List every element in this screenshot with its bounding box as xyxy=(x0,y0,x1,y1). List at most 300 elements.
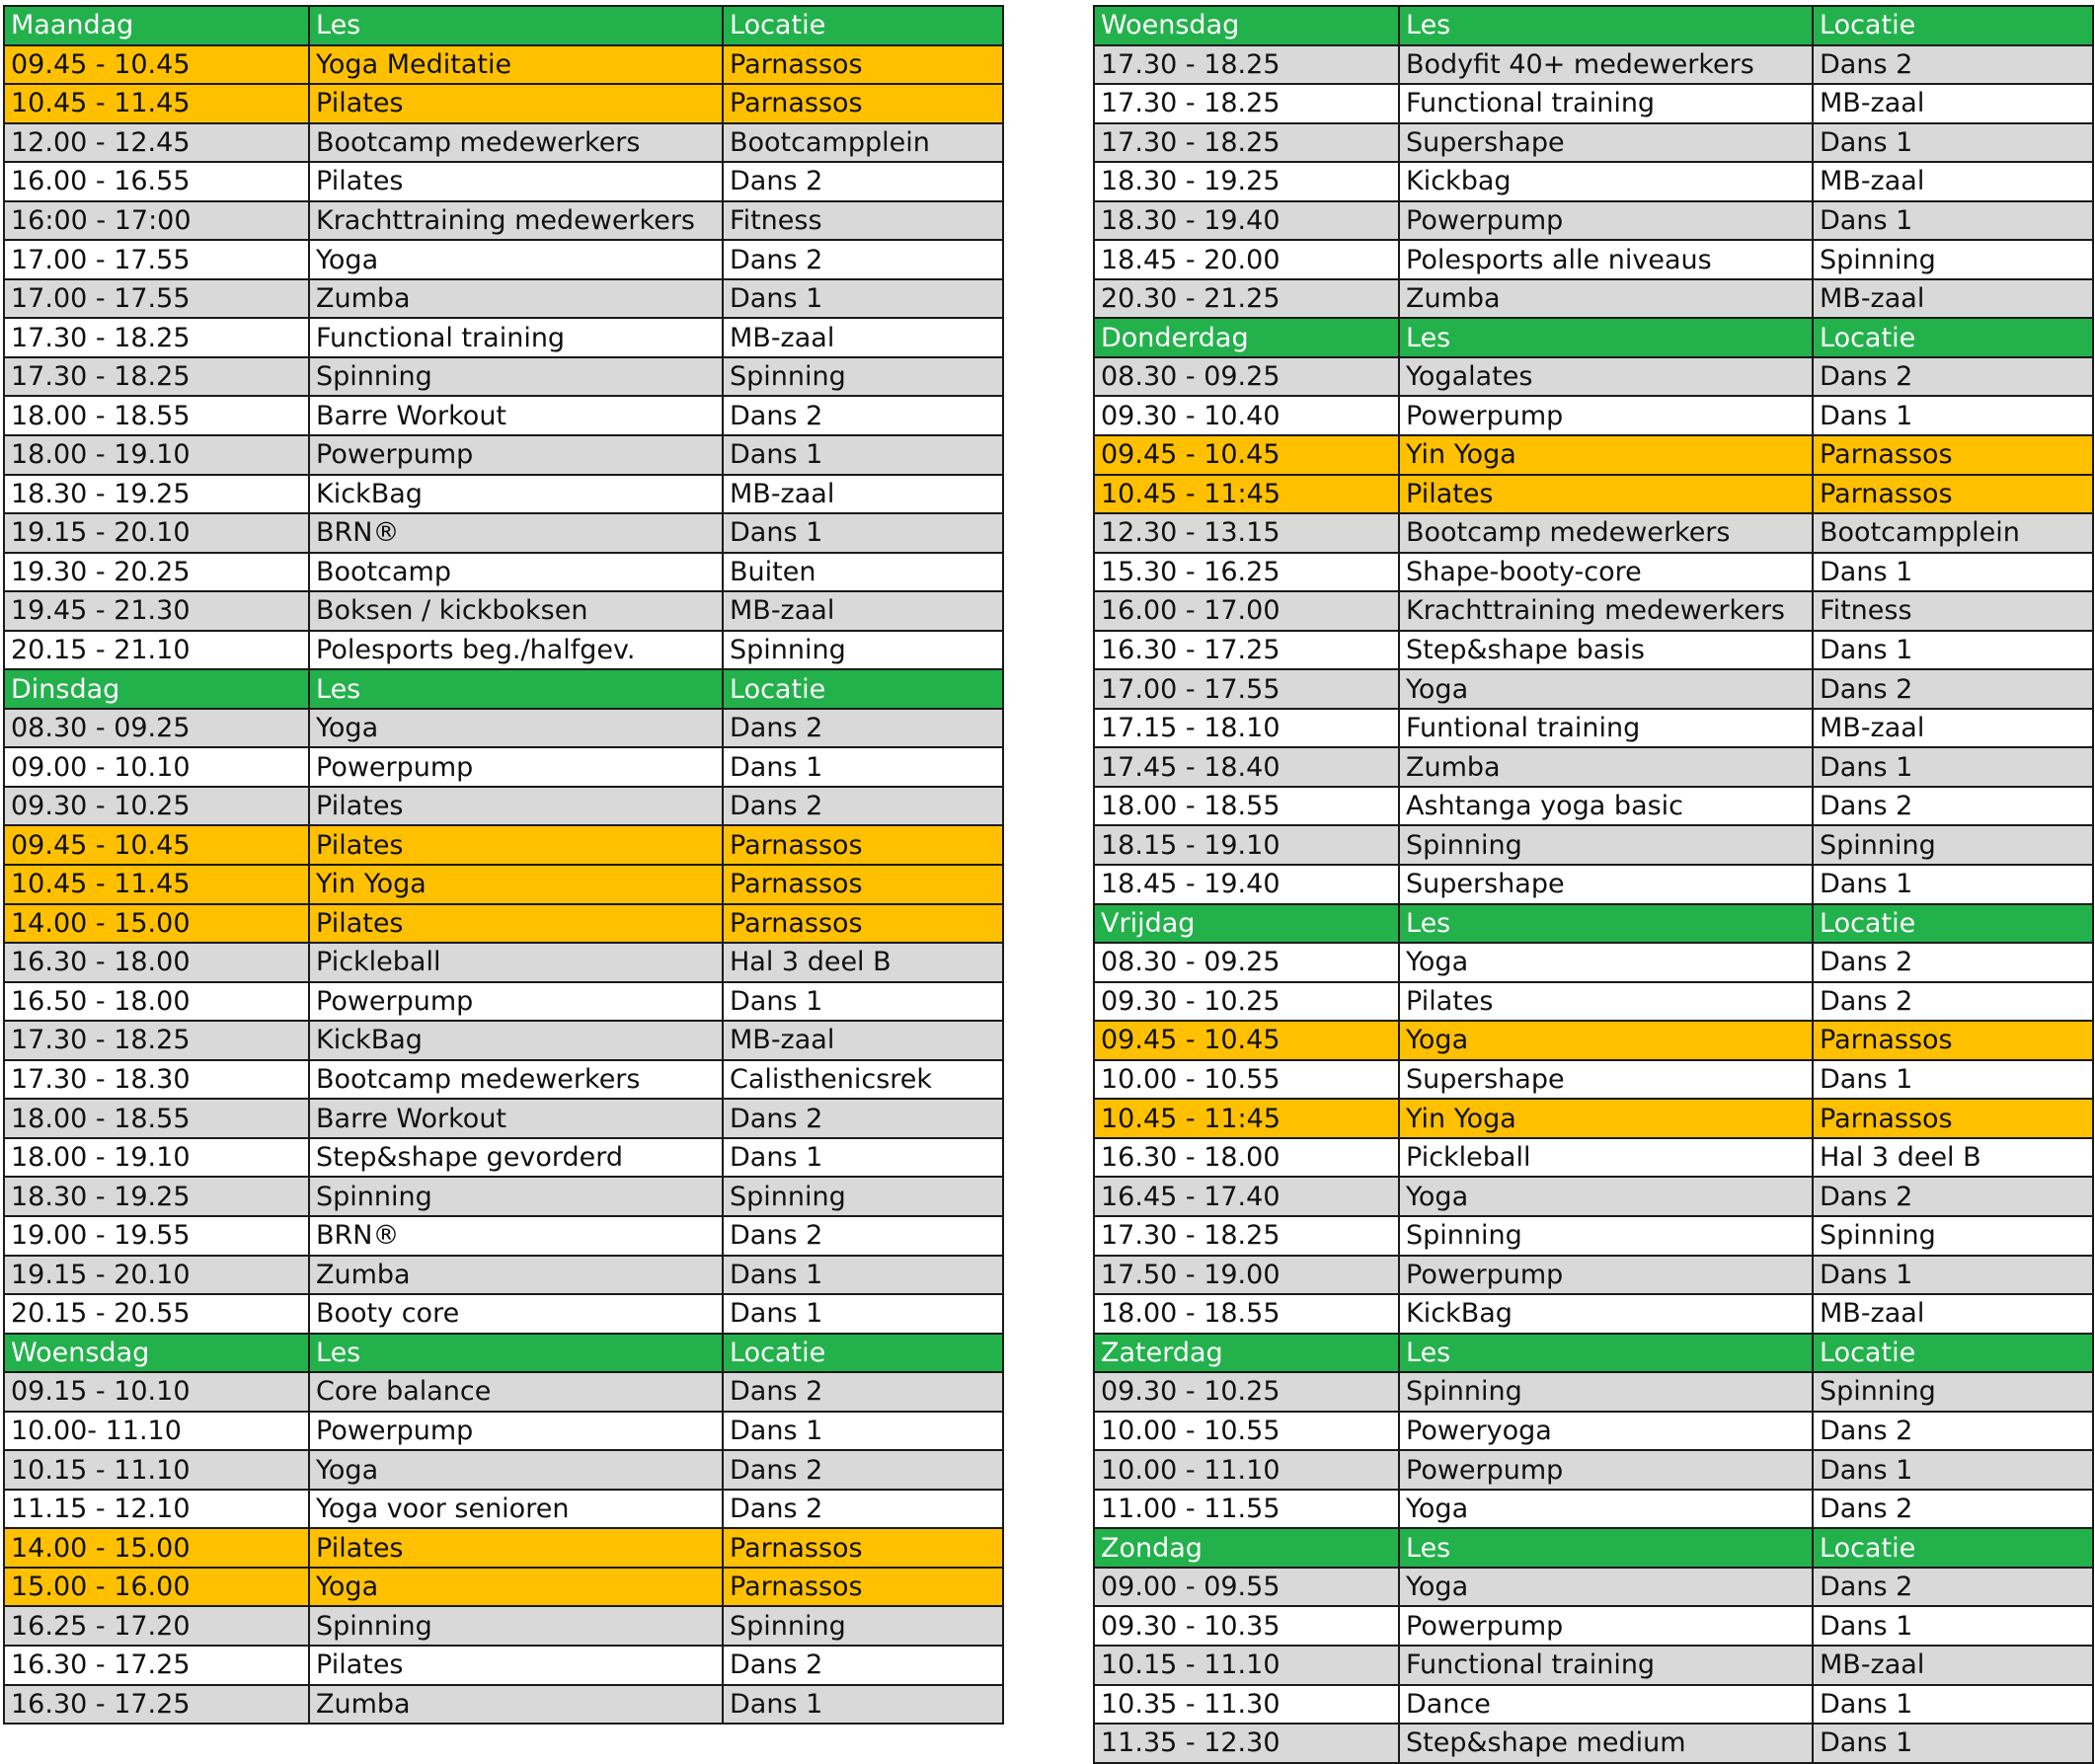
class-location: MB-zaal xyxy=(1813,1294,2093,1334)
class-location: Dans 1 xyxy=(1813,201,2093,241)
class-time: 16.45 - 17.40 xyxy=(1094,1177,1399,1216)
class-time: 09.45 - 10.45 xyxy=(1094,435,1399,475)
class-name: Spinning xyxy=(1399,1216,1813,1256)
class-time: 10.15 - 11.10 xyxy=(4,1450,309,1490)
class-time: 17.30 - 18.25 xyxy=(4,318,309,357)
class-row xyxy=(4,84,1003,123)
class-time: 09.30 - 10.40 xyxy=(1094,396,1399,435)
column-header-les: Les xyxy=(1399,904,1813,944)
class-time: 09.00 - 09.55 xyxy=(1094,1568,1399,1607)
class-location: Dans 1 xyxy=(1813,1724,2093,1763)
class-row xyxy=(4,943,1003,982)
class-name: Ashtanga yoga basic xyxy=(1399,787,1813,826)
class-row xyxy=(1094,1646,2093,1685)
class-row xyxy=(4,709,1003,748)
class-row xyxy=(4,865,1003,904)
class-time: 16.50 - 18.00 xyxy=(4,982,309,1022)
class-time: 10.35 - 11.30 xyxy=(1094,1685,1399,1725)
class-row xyxy=(4,1606,1003,1646)
class-location: Parnassos xyxy=(723,865,1003,904)
class-row xyxy=(1094,84,2093,123)
class-row xyxy=(1094,1216,2093,1256)
class-row xyxy=(1094,709,2093,748)
class-row xyxy=(1094,240,2093,279)
class-row xyxy=(4,1685,1003,1725)
class-time: 16.30 - 18.00 xyxy=(1094,1138,1399,1178)
schedule-body-right xyxy=(1094,6,2093,1763)
class-time: 20.15 - 21.10 xyxy=(4,631,309,670)
class-location: Dans 2 xyxy=(723,162,1003,201)
class-name: Bootcamp medewerkers xyxy=(1399,513,1813,553)
class-name: Zumba xyxy=(309,1256,723,1295)
class-location: Parnassos xyxy=(723,45,1003,85)
class-name: KickBag xyxy=(309,1021,723,1060)
class-location: Dans 2 xyxy=(1813,982,2093,1022)
column-header-les: Les xyxy=(1399,1334,1813,1373)
class-time: 18.00 - 18.55 xyxy=(1094,1294,1399,1334)
class-name: Powerpump xyxy=(309,747,723,787)
class-time: 18.30 - 19.25 xyxy=(1094,162,1399,201)
class-location: Dans 1 xyxy=(723,1412,1003,1451)
class-time: 17.00 - 17.55 xyxy=(1094,669,1399,709)
class-time: 19.30 - 20.25 xyxy=(4,553,309,592)
class-location: Dans 2 xyxy=(1813,1490,2093,1529)
class-location: Dans 1 xyxy=(1813,631,2093,670)
column-header-locatie: Locatie xyxy=(1813,318,2093,357)
class-row xyxy=(4,1490,1003,1529)
class-name: Yoga xyxy=(309,1450,723,1490)
class-location: Dans 1 xyxy=(723,435,1003,475)
class-row xyxy=(4,318,1003,357)
class-time: 10.45 - 11:45 xyxy=(1094,1099,1399,1138)
class-name: Yoga xyxy=(1399,1490,1813,1529)
column-header-locatie: Locatie xyxy=(1813,6,2093,45)
class-name: Zumba xyxy=(309,279,723,319)
class-name: Functional training xyxy=(1399,84,1813,123)
class-name: Bootcamp xyxy=(309,553,723,592)
class-row xyxy=(1094,1450,2093,1490)
class-time: 08.30 - 09.25 xyxy=(4,709,309,748)
class-location: Dans 1 xyxy=(1813,747,2093,787)
class-name: Functional training xyxy=(309,318,723,357)
class-name: Shape-booty-core xyxy=(1399,553,1813,592)
class-name: Core balance xyxy=(309,1372,723,1412)
class-name: Polesports alle niveaus xyxy=(1399,240,1813,279)
class-location: Parnassos xyxy=(1813,475,2093,514)
schedule-table-left xyxy=(3,5,1004,1725)
class-name: Step&shape medium xyxy=(1399,1724,1813,1763)
class-name: Powerpump xyxy=(1399,396,1813,435)
class-location: Parnassos xyxy=(1813,435,2093,475)
class-name: Funtional training xyxy=(1399,709,1813,748)
class-location: Spinning xyxy=(723,357,1003,397)
class-name: Yoga xyxy=(1399,1177,1813,1216)
class-name: Krachttraining medewerkers xyxy=(1399,591,1813,631)
day-name: Woensdag xyxy=(1094,6,1399,45)
class-time: 15.00 - 16.00 xyxy=(4,1568,309,1607)
class-row xyxy=(4,123,1003,163)
class-time: 09.00 - 10.10 xyxy=(4,747,309,787)
class-location: MB-zaal xyxy=(1813,709,2093,748)
class-row xyxy=(1094,865,2093,904)
class-name: Barre Workout xyxy=(309,396,723,435)
class-name: Yoga xyxy=(309,240,723,279)
class-location: Hal 3 deel B xyxy=(1813,1138,2093,1178)
column-header-locatie: Locatie xyxy=(1813,1528,2093,1568)
class-row xyxy=(1094,982,2093,1022)
class-name: Powerpump xyxy=(309,1412,723,1451)
class-time: 20.15 - 20.55 xyxy=(4,1294,309,1334)
class-time: 10.00 - 10.55 xyxy=(1094,1412,1399,1451)
class-name: Yin Yoga xyxy=(1399,1099,1813,1138)
column-header-les: Les xyxy=(309,1334,723,1373)
class-location: Dans 2 xyxy=(723,1372,1003,1412)
class-row xyxy=(4,1450,1003,1490)
class-row xyxy=(4,1099,1003,1138)
class-location: Bootcampplein xyxy=(1813,513,2093,553)
class-name: Poweryoga xyxy=(1399,1412,1813,1451)
class-name: BRN® xyxy=(309,513,723,553)
class-row xyxy=(1094,279,2093,319)
class-location: Fitness xyxy=(1813,591,2093,631)
class-time: 16.30 - 17.25 xyxy=(4,1646,309,1685)
class-location: Dans 2 xyxy=(1813,943,2093,982)
class-location: Spinning xyxy=(1813,825,2093,865)
class-location: Dans 1 xyxy=(1813,553,2093,592)
class-time: 16.25 - 17.20 xyxy=(4,1606,309,1646)
class-location: Parnassos xyxy=(723,84,1003,123)
class-row xyxy=(1094,1606,2093,1646)
class-location: MB-zaal xyxy=(723,475,1003,514)
class-row xyxy=(4,475,1003,514)
class-name: Yoga xyxy=(309,1568,723,1607)
class-location: Dans 2 xyxy=(1813,1177,2093,1216)
class-row xyxy=(4,1528,1003,1568)
class-row xyxy=(1094,943,2093,982)
class-row xyxy=(1094,553,2093,592)
class-location: MB-zaal xyxy=(1813,1646,2093,1685)
class-location: Dans 2 xyxy=(723,1490,1003,1529)
class-location: Spinning xyxy=(1813,1372,2093,1412)
class-row xyxy=(1094,591,2093,631)
class-time: 19.15 - 20.10 xyxy=(4,513,309,553)
class-name: Zumba xyxy=(1399,279,1813,319)
class-name: Powerpump xyxy=(309,435,723,475)
class-time: 17.00 - 17.55 xyxy=(4,240,309,279)
class-name: Zumba xyxy=(309,1685,723,1725)
class-name: Powerpump xyxy=(1399,1256,1813,1295)
day-name: Maandag xyxy=(4,6,309,45)
class-name: Booty core xyxy=(309,1294,723,1334)
class-time: 09.45 - 10.45 xyxy=(4,45,309,85)
class-row xyxy=(4,396,1003,435)
class-row xyxy=(4,1294,1003,1334)
class-location: Buiten xyxy=(723,553,1003,592)
class-location: Dans 1 xyxy=(1813,1256,2093,1295)
class-row xyxy=(1094,787,2093,826)
class-name: Bootcamp medewerkers xyxy=(309,123,723,163)
class-name: Spinning xyxy=(309,357,723,397)
column-header-locatie: Locatie xyxy=(723,1334,1003,1373)
class-location: MB-zaal xyxy=(1813,162,2093,201)
class-row xyxy=(4,787,1003,826)
column-header-les: Les xyxy=(1399,318,1813,357)
class-time: 09.30 - 10.25 xyxy=(4,787,309,826)
class-location: Dans 2 xyxy=(1813,1412,2093,1451)
class-name: Yoga voor senioren xyxy=(309,1490,723,1529)
class-location: Dans 1 xyxy=(723,513,1003,553)
class-time: 17.00 - 17.55 xyxy=(4,279,309,319)
class-row xyxy=(4,982,1003,1022)
class-location: Parnassos xyxy=(1813,1099,2093,1138)
class-time: 09.30 - 10.35 xyxy=(1094,1606,1399,1646)
class-name: Spinning xyxy=(309,1177,723,1216)
class-location: Calisthenicsrek xyxy=(723,1060,1003,1100)
class-row xyxy=(1094,1372,2093,1412)
class-time: 18.00 - 19.10 xyxy=(4,435,309,475)
day-header-row xyxy=(1094,6,2093,45)
class-time: 10.00- 11.10 xyxy=(4,1412,309,1451)
class-time: 18.00 - 18.55 xyxy=(1094,787,1399,826)
class-location: Spinning xyxy=(723,1606,1003,1646)
class-time: 16.00 - 17.00 xyxy=(1094,591,1399,631)
class-row xyxy=(1094,1685,2093,1725)
class-location: Dans 1 xyxy=(1813,1450,2093,1490)
class-name: Step&shape basis xyxy=(1399,631,1813,670)
class-time: 16.00 - 16.55 xyxy=(4,162,309,201)
class-row xyxy=(4,631,1003,670)
class-time: 15.30 - 16.25 xyxy=(1094,553,1399,592)
class-location: Dans 1 xyxy=(723,747,1003,787)
class-time: 12.30 - 13.15 xyxy=(1094,513,1399,553)
class-name: Pilates xyxy=(309,825,723,865)
class-row xyxy=(4,1138,1003,1178)
class-time: 08.30 - 09.25 xyxy=(1094,357,1399,397)
class-name: Spinning xyxy=(1399,825,1813,865)
class-row xyxy=(4,1177,1003,1216)
class-location: Spinning xyxy=(1813,240,2093,279)
class-location: Spinning xyxy=(1813,1216,2093,1256)
class-name: Boksen / kickboksen xyxy=(309,591,723,631)
class-location: Dans 2 xyxy=(723,396,1003,435)
class-location: Dans 1 xyxy=(1813,1606,2093,1646)
class-row xyxy=(1094,669,2093,709)
class-location: MB-zaal xyxy=(723,1021,1003,1060)
schedule-table-right xyxy=(1093,5,2094,1764)
class-location: Parnassos xyxy=(723,904,1003,944)
class-row xyxy=(1094,162,2093,201)
class-name: Functional training xyxy=(1399,1646,1813,1685)
class-name: Pilates xyxy=(309,787,723,826)
class-location: Dans 2 xyxy=(723,1450,1003,1490)
class-row xyxy=(1094,1256,2093,1295)
class-row xyxy=(1094,1099,2093,1138)
class-row xyxy=(1094,747,2093,787)
class-time: 19.00 - 19.55 xyxy=(4,1216,309,1256)
class-time: 17.30 - 18.25 xyxy=(4,357,309,397)
class-name: Yin Yoga xyxy=(1399,435,1813,475)
day-header-row xyxy=(1094,904,2093,944)
column-header-les: Les xyxy=(1399,1528,1813,1568)
class-time: 10.45 - 11:45 xyxy=(1094,475,1399,514)
class-row xyxy=(1094,1568,2093,1607)
class-name: Step&shape gevorderd xyxy=(309,1138,723,1178)
day-name: Vrijdag xyxy=(1094,904,1399,944)
class-time: 18.45 - 20.00 xyxy=(1094,240,1399,279)
class-row xyxy=(4,747,1003,787)
class-name: Kickbag xyxy=(1399,162,1813,201)
class-time: 10.00 - 11.10 xyxy=(1094,1450,1399,1490)
class-location: Dans 1 xyxy=(1813,123,2093,163)
class-row xyxy=(4,825,1003,865)
class-location: Parnassos xyxy=(723,825,1003,865)
class-name: Spinning xyxy=(309,1606,723,1646)
day-name: Dinsdag xyxy=(4,669,309,709)
class-row xyxy=(4,553,1003,592)
class-name: Yogalates xyxy=(1399,357,1813,397)
class-location: Spinning xyxy=(723,631,1003,670)
day-header-row xyxy=(4,6,1003,45)
class-name: Supershape xyxy=(1399,1060,1813,1100)
class-location: MB-zaal xyxy=(1813,279,2093,319)
class-name: Yin Yoga xyxy=(309,865,723,904)
class-time: 17.30 - 18.25 xyxy=(1094,1216,1399,1256)
class-time: 19.15 - 20.10 xyxy=(4,1256,309,1295)
class-time: 17.30 - 18.25 xyxy=(1094,45,1399,85)
class-time: 18.00 - 19.10 xyxy=(4,1138,309,1178)
class-location: Dans 1 xyxy=(1813,865,2093,904)
class-time: 14.00 - 15.00 xyxy=(4,904,309,944)
class-name: Polesports beg./halfgev. xyxy=(309,631,723,670)
class-time: 09.30 - 10.25 xyxy=(1094,1372,1399,1412)
class-name: Powerpump xyxy=(1399,201,1813,241)
class-name: Pilates xyxy=(1399,982,1813,1022)
column-header-locatie: Locatie xyxy=(723,6,1003,45)
class-location: MB-zaal xyxy=(1813,84,2093,123)
class-time: 17.30 - 18.25 xyxy=(4,1021,309,1060)
column-header-locatie: Locatie xyxy=(1813,1334,2093,1373)
class-row xyxy=(4,357,1003,397)
class-row xyxy=(4,1216,1003,1256)
class-location: MB-zaal xyxy=(723,591,1003,631)
class-name: Yoga Meditatie xyxy=(309,45,723,85)
class-time: 17.15 - 18.10 xyxy=(1094,709,1399,748)
class-time: 09.45 - 10.45 xyxy=(1094,1021,1399,1060)
day-header-row xyxy=(1094,318,2093,357)
class-time: 18.00 - 18.55 xyxy=(4,1099,309,1138)
class-row xyxy=(4,1060,1003,1100)
class-row xyxy=(1094,1177,2093,1216)
class-location: Dans 1 xyxy=(723,982,1003,1022)
class-location: Dans 2 xyxy=(1813,45,2093,85)
class-row xyxy=(1094,1021,2093,1060)
class-location: Dans 1 xyxy=(723,1138,1003,1178)
class-row xyxy=(1094,1490,2093,1529)
class-name: Pilates xyxy=(309,1646,723,1685)
class-time: 17.30 - 18.25 xyxy=(1094,123,1399,163)
class-time: 10.45 - 11.45 xyxy=(4,84,309,123)
class-time: 14.00 - 15.00 xyxy=(4,1528,309,1568)
class-time: 09.30 - 10.25 xyxy=(1094,982,1399,1022)
class-name: Yoga xyxy=(1399,1021,1813,1060)
day-header-row xyxy=(4,1334,1003,1373)
class-time: 18.00 - 18.55 xyxy=(4,396,309,435)
class-name: Zumba xyxy=(1399,747,1813,787)
class-row xyxy=(1094,631,2093,670)
day-header-row xyxy=(1094,1528,2093,1568)
class-row xyxy=(4,1568,1003,1607)
class-location: Dans 2 xyxy=(723,709,1003,748)
class-time: 18.30 - 19.25 xyxy=(4,475,309,514)
class-name: Bootcamp medewerkers xyxy=(309,1060,723,1100)
class-location: Parnassos xyxy=(723,1528,1003,1568)
class-name: Pilates xyxy=(309,84,723,123)
class-row xyxy=(1094,1138,2093,1178)
class-name: KickBag xyxy=(1399,1294,1813,1334)
class-name: Pilates xyxy=(309,162,723,201)
class-location: Dans 2 xyxy=(723,240,1003,279)
class-row xyxy=(1094,475,2093,514)
class-name: Yoga xyxy=(1399,669,1813,709)
class-row xyxy=(4,240,1003,279)
class-location: Dans 1 xyxy=(1813,1685,2093,1725)
class-time: 09.45 - 10.45 xyxy=(4,825,309,865)
class-row xyxy=(4,1372,1003,1412)
class-time: 16.30 - 17.25 xyxy=(1094,631,1399,670)
class-location: Dans 2 xyxy=(1813,1568,2093,1607)
class-location: Dans 2 xyxy=(723,1216,1003,1256)
class-name: Barre Workout xyxy=(309,1099,723,1138)
class-location: Dans 2 xyxy=(723,1646,1003,1685)
class-location: Dans 2 xyxy=(723,1099,1003,1138)
class-time: 18.15 - 19.10 xyxy=(1094,825,1399,865)
class-time: 11.15 - 12.10 xyxy=(4,1490,309,1529)
class-time: 17.50 - 19.00 xyxy=(1094,1256,1399,1295)
class-time: 10.15 - 11.10 xyxy=(1094,1646,1399,1685)
class-time: 10.45 - 11.45 xyxy=(4,865,309,904)
class-row xyxy=(1094,396,2093,435)
class-row xyxy=(1094,45,2093,85)
class-row xyxy=(1094,435,2093,475)
class-name: Yoga xyxy=(1399,943,1813,982)
class-row xyxy=(4,513,1003,553)
class-location: Hal 3 deel B xyxy=(723,943,1003,982)
class-row xyxy=(1094,1294,2093,1334)
class-name: Pilates xyxy=(309,904,723,944)
class-name: Krachttraining medewerkers xyxy=(309,201,723,241)
class-location: Dans 2 xyxy=(1813,669,2093,709)
class-time: 18.30 - 19.25 xyxy=(4,1177,309,1216)
class-location: Dans 1 xyxy=(723,1294,1003,1334)
class-time: 19.45 - 21.30 xyxy=(4,591,309,631)
class-row xyxy=(1094,1412,2093,1451)
class-row xyxy=(1094,1060,2093,1100)
class-row xyxy=(4,162,1003,201)
class-row xyxy=(1094,201,2093,241)
class-location: Spinning xyxy=(723,1177,1003,1216)
class-name: KickBag xyxy=(309,475,723,514)
class-name: Powerpump xyxy=(1399,1450,1813,1490)
class-row xyxy=(4,435,1003,475)
class-time: 18.30 - 19.40 xyxy=(1094,201,1399,241)
column-header-locatie: Locatie xyxy=(723,669,1003,709)
class-name: Yoga xyxy=(309,709,723,748)
class-time: 10.00 - 10.55 xyxy=(1094,1060,1399,1100)
day-name: Zaterdag xyxy=(1094,1334,1399,1373)
class-time: 16.30 - 17.25 xyxy=(4,1685,309,1725)
class-location: MB-zaal xyxy=(723,318,1003,357)
class-name: Dance xyxy=(1399,1685,1813,1725)
